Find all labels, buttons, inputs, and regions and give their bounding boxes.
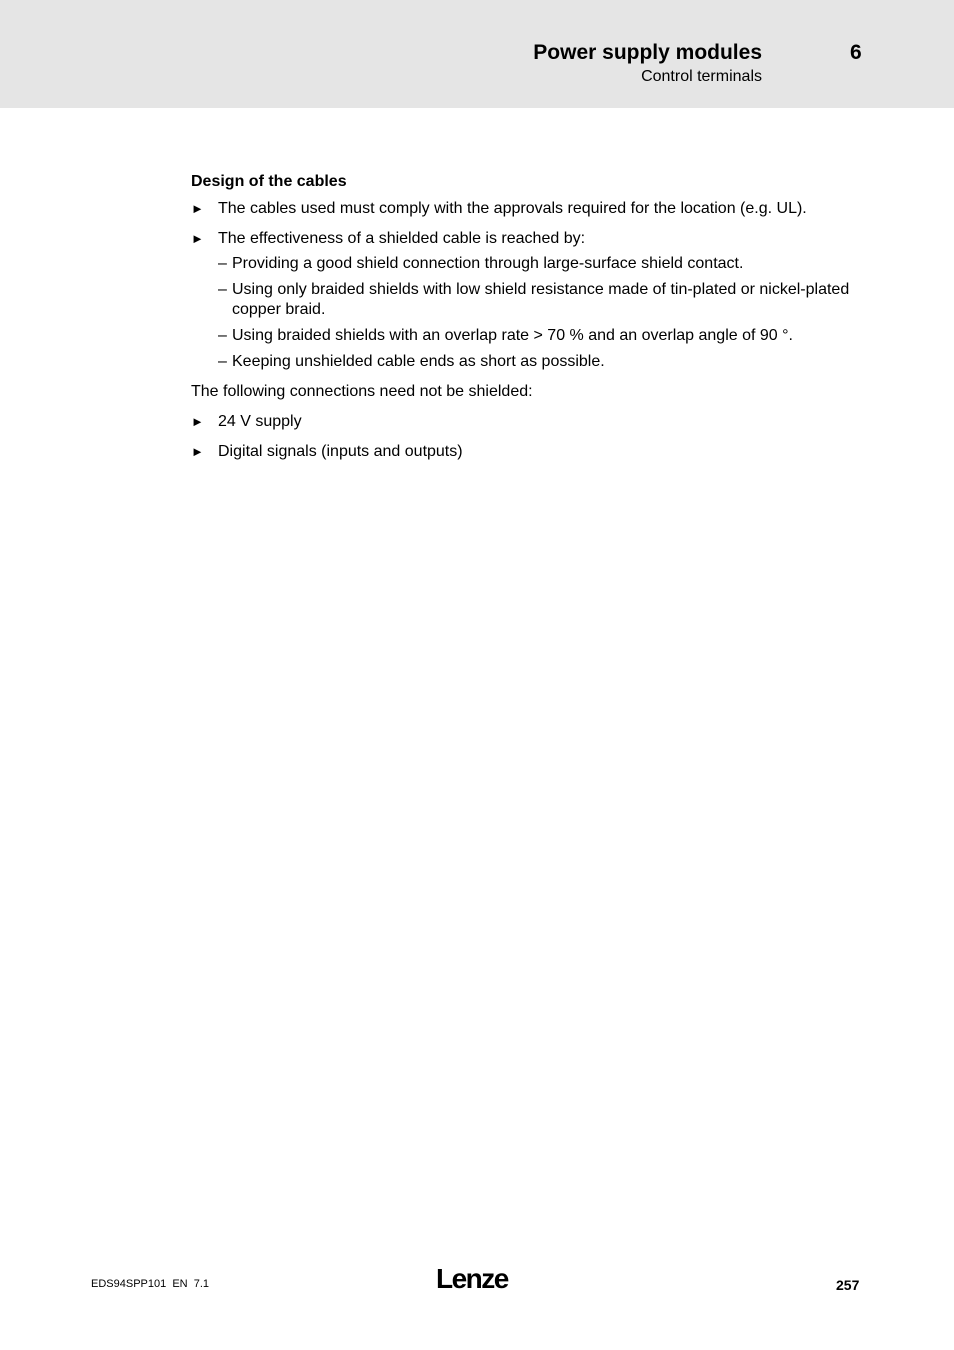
sub-list-item	[218, 326, 871, 346]
lenze-logo: Lenze	[436, 1263, 508, 1294]
sub-list-item	[218, 254, 871, 274]
triangle-right-icon: ►	[191, 444, 204, 459]
header-band	[0, 0, 954, 108]
section-subtitle: Control terminals	[641, 68, 762, 85]
list-item-text: 24 V supply	[218, 413, 302, 430]
sub-list	[218, 254, 871, 372]
sub-list-item	[218, 280, 871, 320]
chapter-number: 6	[850, 41, 862, 64]
triangle-right-icon: ►	[191, 414, 204, 429]
page-number: 257	[836, 1277, 860, 1293]
sub-list-item-text: Using only braided shields with low shield resistance made of tin-plated or nickel-plated copper braid.	[232, 281, 850, 318]
dash-marker: –	[218, 327, 227, 344]
list-item-text: The cables used must comply with the approvals required for the location (e.g. UL).	[218, 200, 807, 217]
chapter-title: Power supply modules	[533, 41, 762, 64]
sub-list-item-text: Using braided shields with an overlap rate > 70 % and an overlap angle of 90 °.	[232, 327, 793, 344]
list-item-text: Digital signals (inputs and outputs)	[218, 443, 463, 460]
list-item-text: The effectiveness of a shielded cable is reached by:	[218, 230, 586, 247]
main-content	[191, 172, 871, 472]
list-item	[191, 229, 871, 372]
triangle-right-icon: ►	[191, 201, 204, 216]
paragraph: The following connections need not be shielded:	[191, 383, 533, 400]
list-item	[191, 412, 871, 432]
dash-marker: –	[218, 281, 227, 298]
list-item	[191, 442, 871, 462]
list-item	[191, 199, 871, 219]
dash-marker: –	[218, 353, 227, 370]
sub-list-item-text: Keeping unshielded cable ends as short as possible.	[232, 353, 605, 370]
document-id: EDS94SPP101 EN 7.1	[91, 1278, 210, 1290]
sub-list-item	[218, 352, 871, 372]
dash-marker: –	[218, 255, 227, 272]
section-heading: Design of the cables	[191, 173, 347, 190]
triangle-right-icon: ►	[191, 231, 204, 246]
sub-list-item-text: Providing a good shield connection through large-surface shield contact.	[232, 255, 744, 272]
